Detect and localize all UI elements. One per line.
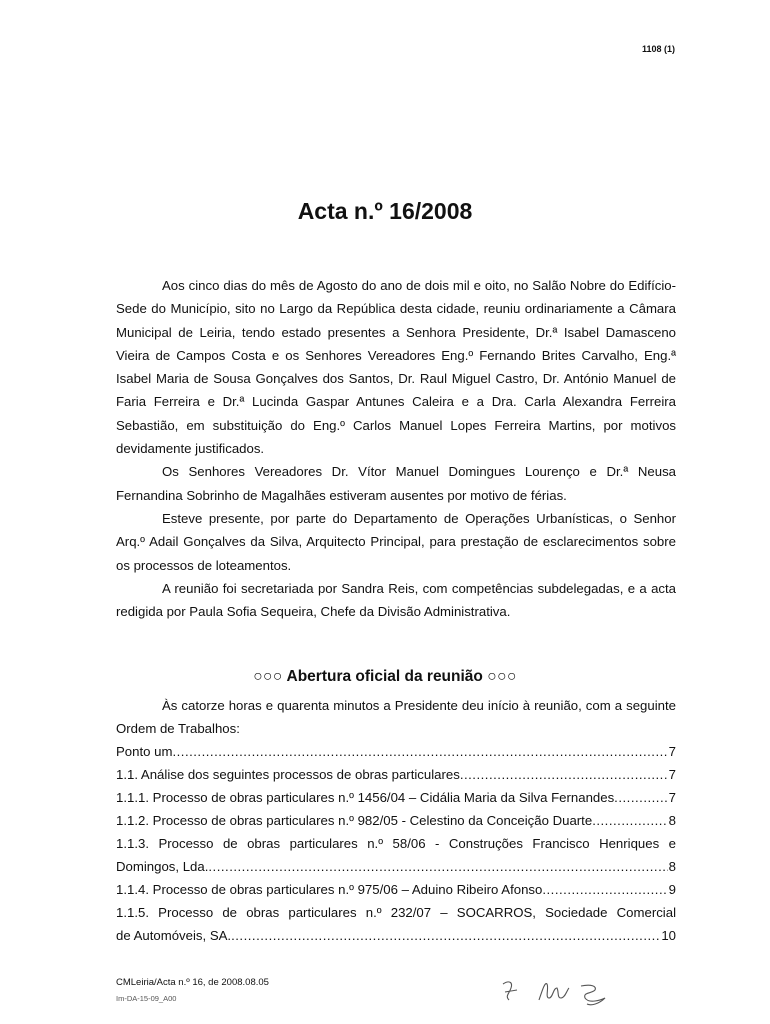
agenda-item-page: 10: [661, 928, 676, 943]
footer-form-code: Im-DA-15-09_A00: [116, 994, 177, 1003]
heading-text: Abertura oficial da reunião: [286, 668, 483, 685]
agenda-item: [116, 740, 676, 763]
agenda-item-text: 1.1.2. Processo de obras particulares n.º 982/05 - Celestino da Conceição Duarte: [116, 813, 593, 828]
agenda-item: [116, 924, 676, 947]
agenda-item-first-line: 1.1.3. Processo de obras particulares n.º 58/06 - Construções Francisco Henriques e: [116, 836, 676, 851]
agenda-item-first-line: 1.1.5. Processo de obras particulares n.º 232/07 – SOCARROS, Sociedade Comercial: [116, 905, 676, 920]
agenda-item-text: 1.1.1. Processo de obras particulares n.º 1456/04 – Cidália Maria da Silva Fernandes: [116, 790, 615, 805]
leader-dots: [231, 924, 660, 947]
agenda-item-page: 8: [668, 813, 676, 828]
leader-dots: [208, 855, 667, 878]
paragraph-secretary: A reunião foi secretariada por Sandra Reis, com competências subdelegadas, e a acta redigida por Paula Sofia Sequeira, Chefe da Divisão Administrativa.: [116, 580, 676, 620]
heading-decoration-right: ○○○: [487, 668, 517, 685]
agenda-item: [116, 786, 676, 809]
agenda-item-text: Ponto um: [116, 744, 173, 759]
leader-dots: [614, 786, 667, 809]
agenda-list: [116, 740, 676, 947]
agenda-item-text: 1.1.4. Processo de obras particulares n.º 975/06 – Aduino Ribeiro Afonso: [116, 882, 543, 897]
footer-reference: CMLeiria/Acta n.º 16, de 2008.08.05: [116, 977, 269, 988]
leader-dots: [542, 878, 667, 901]
page-number: 1108 (1): [641, 44, 675, 54]
leader-dots: [592, 809, 667, 832]
paragraph-attendance: Aos cinco dias do mês de Agosto do ano de dois mil e oito, no Salão Nobre do Edifício-Sede do Município, sito no Largo da República desta cidade, reuniu ordinariamente a Câmara Municipal de Leiria, tendo estado presentes a Senhora Presidente, Dr.ª Isabel Damasceno Vieira de Campos Costa e os Senhores Vereadores Eng.º Fernando Brites Carvalho, Eng.ª Isabel Maria de Sousa Gonçalves dos Santos, Dr. Raul Miguel Castro, Dr. António Manuel de Faria Ferreira e Dr.ª Lucinda Gaspar Antunes Caleira e a Dra. Carla Alexandra Ferreira Sebastião, em substituição do Eng.º Carlos Manuel Lopes Ferreira Martins, por motivos devidamente justificados.: [116, 278, 676, 457]
agenda-item-text: de Automóveis, SA.: [116, 928, 232, 943]
agenda-item: [116, 763, 676, 786]
signature-initials-icon: [495, 970, 665, 1015]
agenda-item-text: 1.1. Análise dos seguintes processos de obras particulares: [116, 767, 460, 782]
paragraph-technical-staff: Esteve presente, por parte do Departamento de Operações Urbanísticas, o Senhor Arq.º Adail Gonçalves da Silva, Arquitecto Principal, para prestação de esclarecimentos sobre os processos de loteamentos.: [116, 510, 676, 573]
section-heading: [0, 668, 770, 686]
leader-dots: [172, 740, 667, 763]
document-title: Acta n.º 16/2008: [297, 198, 473, 224]
agenda-item-text: Domingos, Lda.: [116, 859, 209, 874]
agenda-item-page: 8: [668, 859, 676, 874]
section-intro: Às catorze horas e quarenta minutos a Presidente deu início à reunião, com a seguinte Ordem de Trabalhos:: [116, 698, 676, 736]
agenda-item-page: 9: [668, 882, 676, 897]
leader-dots: [460, 763, 668, 786]
minutes-body: [116, 274, 676, 623]
agenda-item-page: 7: [668, 767, 676, 782]
agenda-item-page: 7: [668, 744, 676, 759]
agenda-item: [116, 809, 676, 832]
agenda-item: [116, 855, 676, 878]
agenda-item-page: 7: [668, 790, 676, 805]
agenda-item: [116, 878, 676, 901]
paragraph-absences: Os Senhores Vereadores Dr. Vítor Manuel Domingues Lourenço e Dr.ª Neusa Fernandina Sobrinho de Magalhães estiveram ausentes por motivo de férias.: [116, 464, 676, 503]
heading-decoration-left: ○○○: [253, 668, 283, 685]
